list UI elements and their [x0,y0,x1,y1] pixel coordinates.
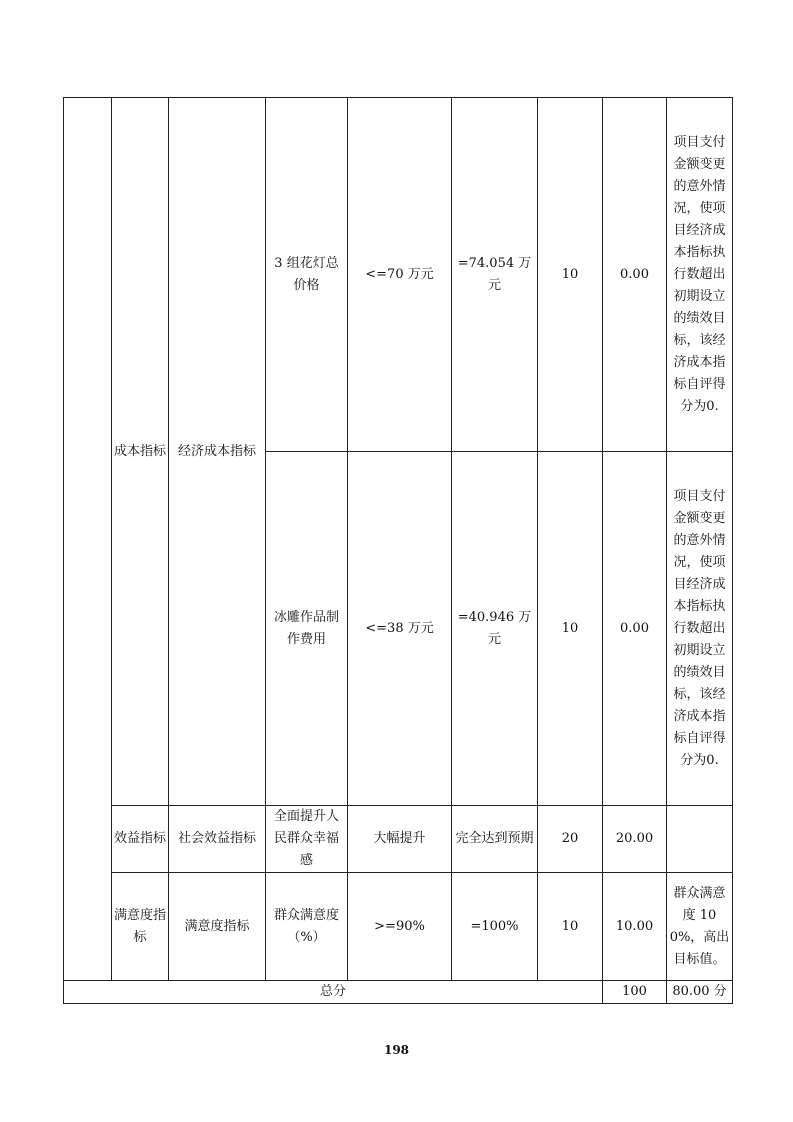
indicator-cell: 群众满意度（%） [266,873,348,981]
actual-cell: 完全达到预期 [452,806,538,873]
blank-cell [64,98,112,981]
table-row [64,98,733,452]
weight-cell: 10 [538,452,603,806]
score-cell: 20.00 [603,806,667,873]
category-cell: 效益指标 [112,806,169,873]
indicator-cell: 冰雕作品制作费用 [266,452,348,806]
table-row [64,873,733,981]
weight-cell: 10 [538,873,603,981]
remark-cell: 项目支付金额变更的意外情况，使项目经济成本指标执行数超出初期设立的绩效目标，该经济成本指标自评得分为0. [667,98,733,452]
total-weight: 100 [603,981,667,1004]
target-cell: <=70 万元 [348,98,452,452]
subcategory-cell: 经济成本指标 [169,98,266,806]
score-cell: 10.00 [603,873,667,981]
page-number: 198 [383,1043,410,1057]
actual-cell: =40.946 万元 [452,452,538,806]
total-row [64,981,733,1004]
actual-cell: =100% [452,873,538,981]
remark-cell: 群众满意度 100%，高出目标值。 [667,873,733,981]
score-cell: 0.00 [603,452,667,806]
weight-cell: 10 [538,98,603,452]
weight-cell: 20 [538,806,603,873]
indicator-cell: 3 组花灯总价格 [266,98,348,452]
score-cell: 0.00 [603,98,667,452]
category-cell: 成本指标 [112,98,169,806]
target-cell: >=90% [348,873,452,981]
indicator-cell: 全面提升人民群众幸福感 [266,806,348,873]
performance-table [63,97,733,1004]
total-label: 总分 [64,981,603,1004]
target-cell: <=38 万元 [348,452,452,806]
target-cell: 大幅提升 [348,806,452,873]
subcategory-cell: 满意度指标 [169,873,266,981]
remark-cell [667,806,733,873]
actual-cell: =74.054 万元 [452,98,538,452]
subcategory-cell: 社会效益指标 [169,806,266,873]
remark-cell: 项目支付金额变更的意外情况，使项目经济成本指标执行数超出初期设立的绩效目标，该经济成本指标自评得分为0. [667,452,733,806]
total-score: 80.00 分 [667,981,733,1004]
table-row [64,806,733,873]
category-cell: 满意度指标 [112,873,169,981]
